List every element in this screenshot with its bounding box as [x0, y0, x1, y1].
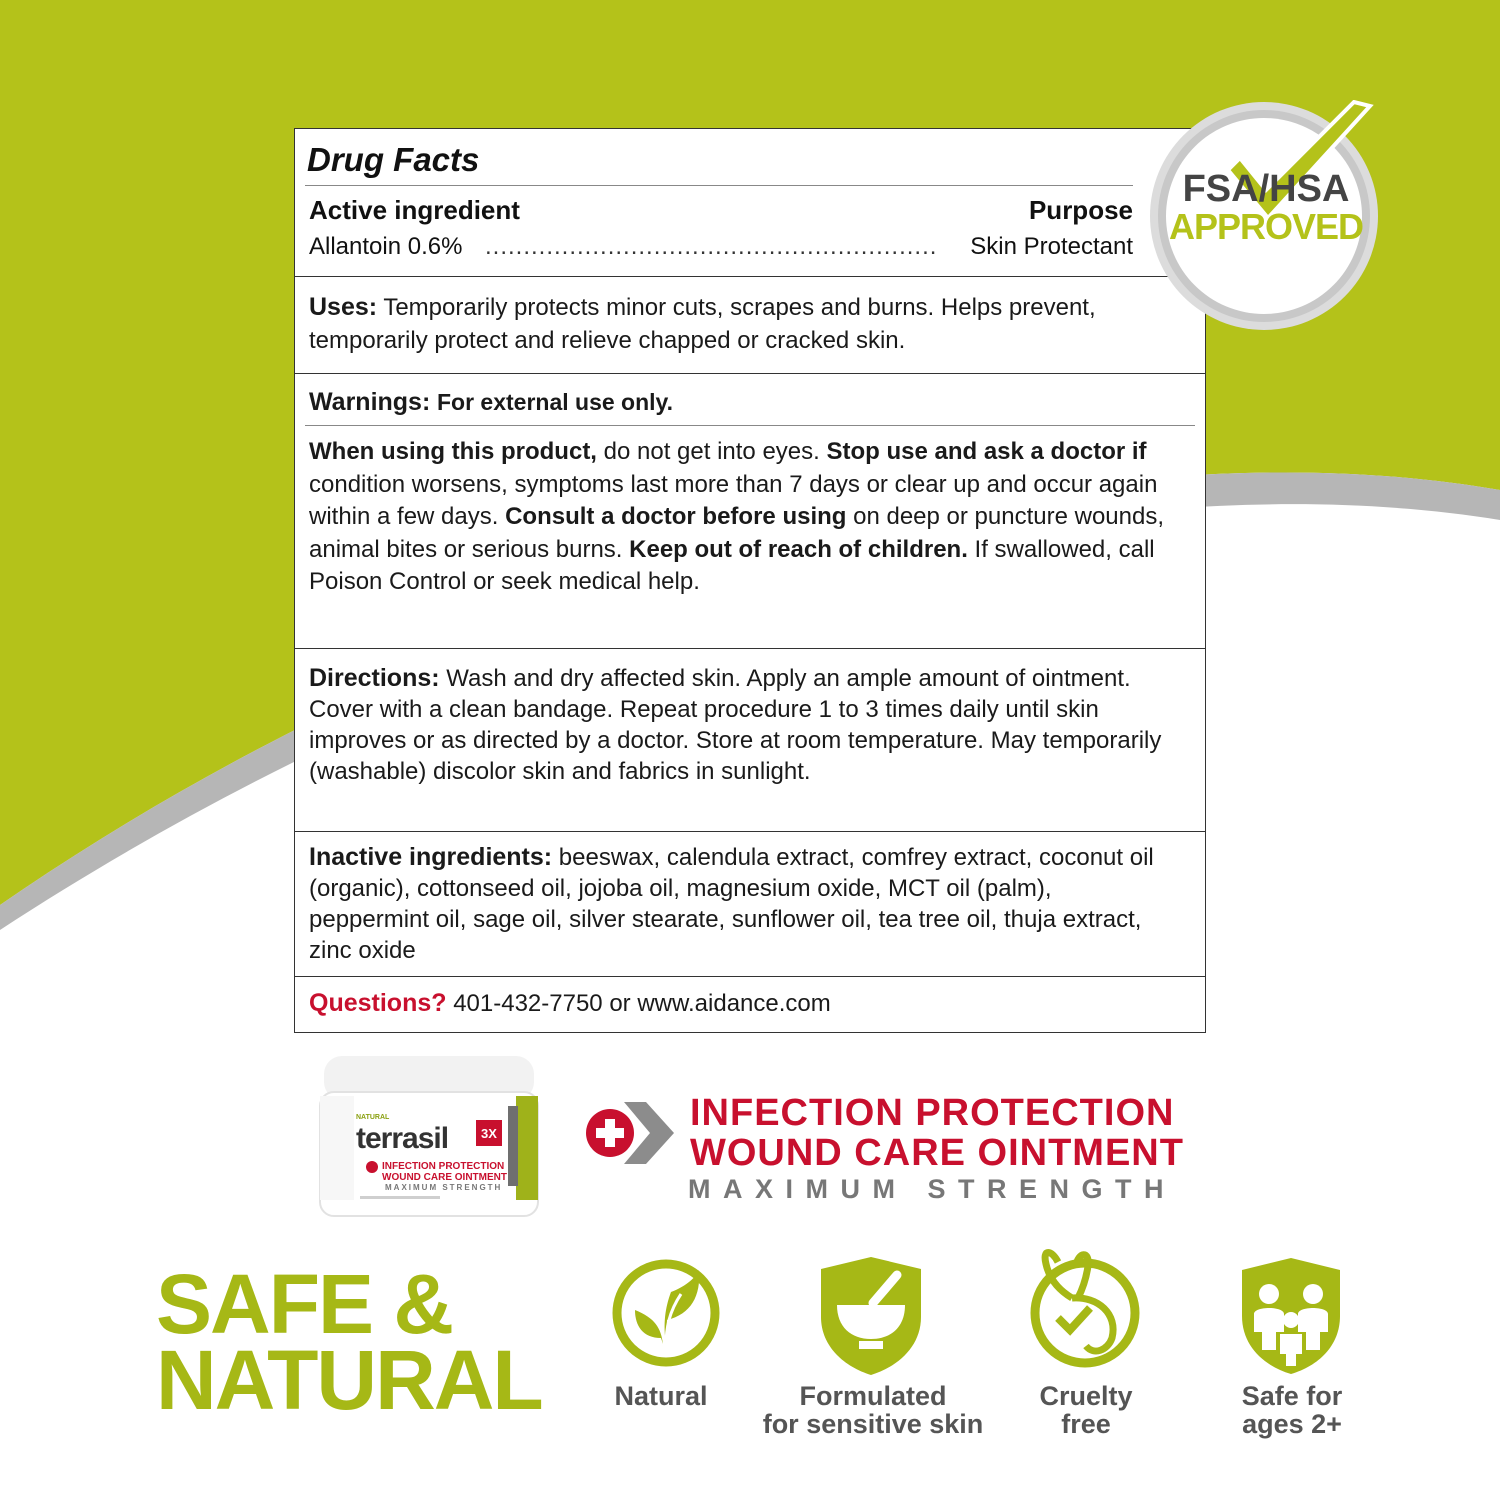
headline-line3: MAXIMUM STRENGTH	[688, 1174, 1176, 1204]
feature-sensitive-label: Formulated for sensitive skin	[762, 1381, 984, 1439]
svg-text:3X: 3X	[481, 1126, 497, 1141]
questions-text: Questions? 401-432-7750 or www.aidance.com	[309, 989, 831, 1017]
directions-text: Directions: Wash and dry affected skin. Apply an ample amount of ointment. Cover with a clean bandage. Repeat procedure 1 to 3 times daily until skin improves or as directed by a doctor. Store at room temperature. May temporarily (washable) discolor skin and fabrics in sunlight.	[309, 664, 1162, 785]
purpose-value: Skin Protectant	[964, 233, 1133, 261]
inactive-ingredients-section	[295, 831, 1205, 964]
mortar-pestle-icon	[815, 1255, 927, 1377]
warnings-divider	[305, 425, 1195, 426]
drug-facts-title: Drug Facts	[307, 141, 480, 178]
rabbit-icon	[1028, 1246, 1142, 1370]
jar-line2: WOUND CARE OINTMENT	[382, 1172, 507, 1183]
warnings-section	[295, 373, 1205, 595]
active-ingredient: Allantoin 0.6%	[309, 233, 463, 260]
feature-cruelty-free-label: Cruelty free	[1039, 1381, 1133, 1439]
feature-age-label: Safe for ages 2+	[1241, 1381, 1343, 1439]
warnings-text: When using this product, do not get into eyes. Stop use and ask a doctor if condition worsens, symptoms last more than 7 days or clear up and occur again within a few days. Consult a doctor before using on deep or puncture wounds, animal bites or serious burns. Keep out of reach of children. If swallowed, call Poison Control or seek medical help.	[309, 438, 1164, 595]
feature-natural-label: Natural	[614, 1381, 708, 1411]
purpose-heading: Purpose	[1028, 195, 1133, 225]
badge-line2: APPROVED	[1168, 206, 1364, 247]
jar-line3: MAXIMUM STRENGTH	[385, 1183, 503, 1192]
jar-brand: terrasil	[356, 1122, 449, 1155]
drug-facts-panel	[294, 128, 1206, 1033]
active-ingredient-heading: Active ingredient	[309, 195, 520, 225]
title-divider	[305, 185, 1133, 186]
warnings-heading: Warnings: For external use only.	[309, 388, 673, 416]
questions-section	[295, 976, 1205, 1017]
family-icon	[1236, 1256, 1346, 1376]
leader-dots: ...........................................................	[485, 233, 938, 260]
uses-text: Uses: Temporarily protects minor cuts, scrapes and burns. Helps prevent, temporarily protect and relieve chapped or cracked skin.	[309, 293, 1096, 354]
safe-line2: NATURAL	[156, 1333, 542, 1427]
headline-line1: INFECTION PROTECTION	[690, 1092, 1175, 1134]
directions-section	[295, 648, 1205, 785]
leaf-icon	[611, 1258, 721, 1368]
medical-cross-arrow-icon	[584, 1100, 676, 1166]
badge-line1: FSA/HSA	[1182, 168, 1350, 210]
inactive-ingredients-text: Inactive ingredients: beeswax, calendula extract, comfrey extract, coconut oil (organic), cottonseed oil, jojoba oil, magnesium oxide, MCT oil (palm), peppermint oil, sage oil, silver stearate, sunflower oil, tea tree oil, thuja extract, zinc oxide	[309, 843, 1154, 964]
uses-section	[295, 276, 1205, 354]
safe-natural-title	[156, 1257, 542, 1427]
safe-line1: SAFE &	[156, 1257, 453, 1351]
headline-line2: WOUND CARE OINTMENT	[690, 1132, 1184, 1174]
jar-line1: INFECTION PROTECTION	[382, 1161, 505, 1172]
jar-natural-label: NATURAL	[356, 1114, 390, 1121]
